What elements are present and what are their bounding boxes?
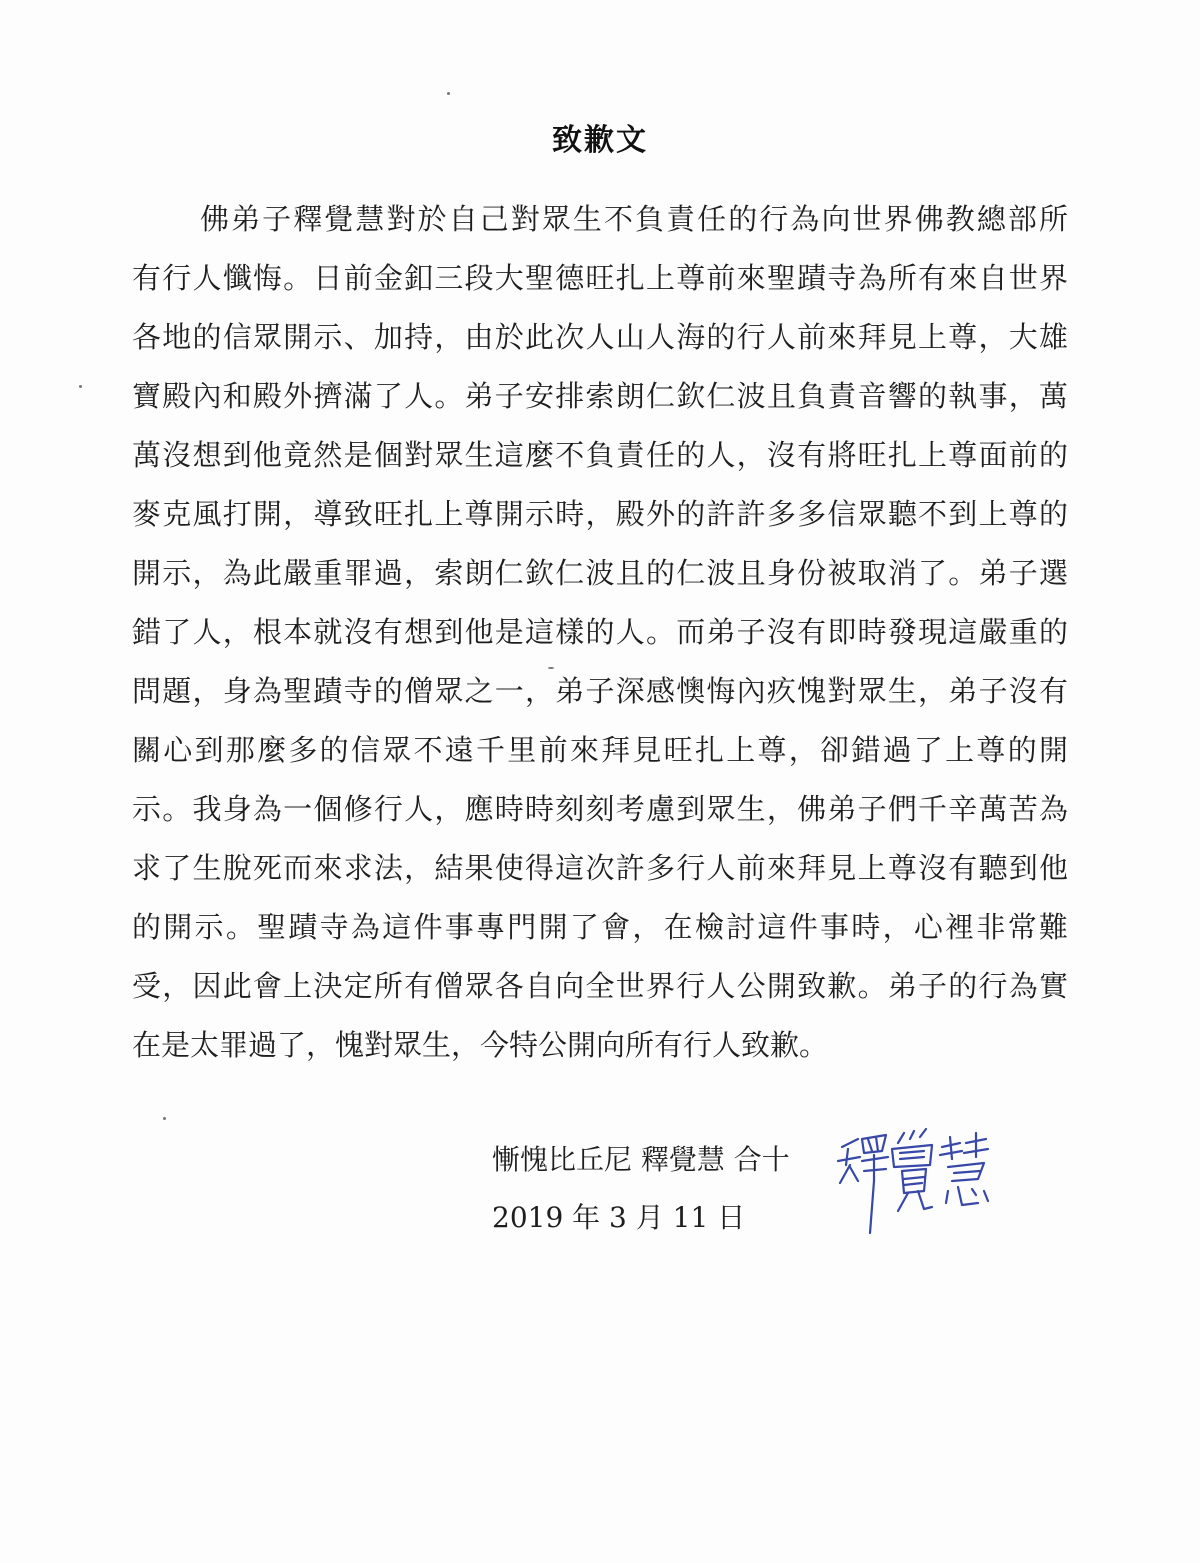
body-line: 示。我身為一個修行人，應時時刻刻考慮到眾生，佛弟子們千辛萬苦為 (132, 792, 1068, 826)
document-title: 致歉文 (552, 123, 648, 158)
signoff-block (492, 1138, 790, 1254)
body-line: 各地的信眾開示、加持，由於此次人山人海的行人前來拜見上尊，大雄 (132, 320, 1068, 354)
body-line: 求了生脫死而來求法，結果使得這次許多行人前來拜見上尊沒有聽到他 (132, 851, 1068, 885)
apology-body (132, 190, 1068, 1075)
body-line: 錯了人，根本就沒有想到他是這樣的人。而弟子沒有即時發現這嚴重的 (132, 615, 1068, 649)
scan-speck (447, 92, 450, 95)
body-line: 受，因此會上決定所有僧眾各自向全世界行人公開致歉。弟子的行為實 (132, 969, 1068, 1003)
scan-speck (548, 667, 554, 669)
body-line: 寶殿內和殿外擠滿了人。弟子安排索朗仁欽仁波且負責音響的執事，萬 (132, 379, 1068, 413)
scan-speck (163, 1117, 166, 1120)
body-line: 問題，身為聖蹟寺的僧眾之一，弟子深感懊悔內疚愧對眾生，弟子沒有 (132, 674, 1068, 708)
body-line: 關心到那麼多的信眾不遠千里前來拜見旺扎上尊，卻錯過了上尊的開 (132, 733, 1068, 767)
body-line: 萬沒想到他竟然是個對眾生這麼不負責任的人，沒有將旺扎上尊面前的 (132, 438, 1068, 472)
signoff-line: 慚愧比丘尼 釋覺慧 合十 (492, 1143, 790, 1176)
body-line: 佛弟子釋覺慧對於自己對眾生不負責任的行為向世界佛教總部所 (200, 202, 1068, 236)
body-line: 的開示。聖蹟寺為這件事專門開了會，在檢討這件事時，心裡非常難 (132, 910, 1068, 944)
body-line: 開示，為此嚴重罪過，索朗仁欽仁波且的仁波且身份被取消了。弟子選 (132, 556, 1068, 590)
handwritten-signature (828, 1125, 998, 1240)
body-line: 麥克風打開，導致旺扎上尊開示時，殿外的許許多多信眾聽不到上尊的 (132, 497, 1068, 531)
scan-speck (79, 385, 82, 388)
date-line: 2019 年 3 月 11 日 (492, 1201, 746, 1234)
body-line: 有行人懺悔。日前金釦三段大聖德旺扎上尊前來聖蹟寺為所有來自世界 (132, 261, 1068, 295)
body-line: 在是太罪過了，愧對眾生，今特公開向所有行人致歉。 (132, 1028, 829, 1062)
